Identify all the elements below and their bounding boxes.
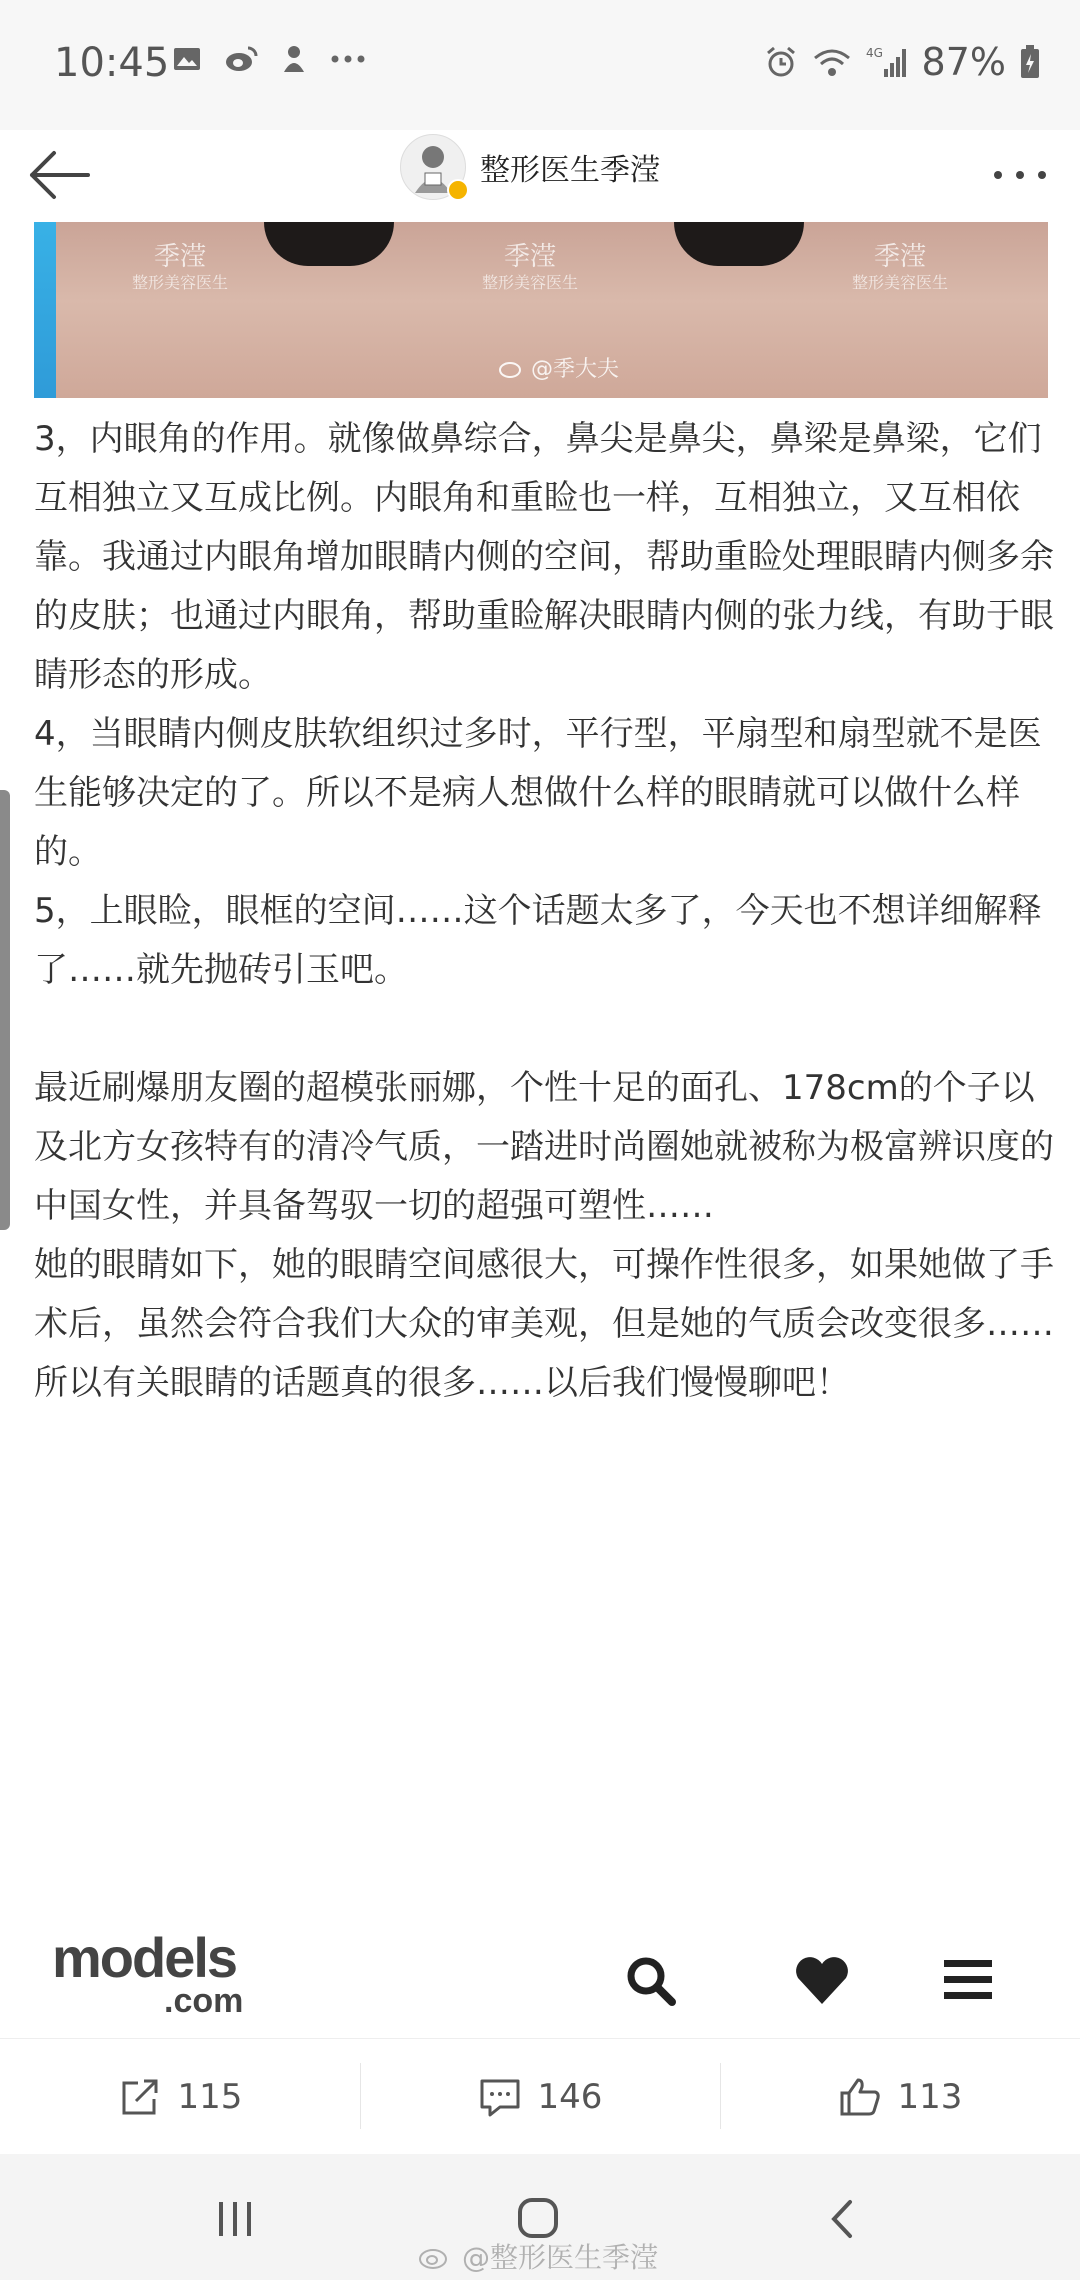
watermark-name: 季滢 (154, 242, 207, 272)
status-right (764, 40, 1040, 84)
image-blue-strip (34, 222, 56, 398)
image-eye-right (674, 222, 804, 266)
status-bar (0, 0, 1080, 130)
article-paragraph: 5，上眼睑，眼框的空间……这个话题太多了，今天也不想详细解释了……就先抛砖引玉吧。 (34, 891, 1042, 990)
article-paragraph: 所以有关眼睛的话题真的很多……以后我们慢慢聊吧！ (34, 1363, 850, 1403)
weibo-icon (224, 44, 258, 74)
post-image[interactable] (34, 222, 1048, 398)
comment-icon (478, 2077, 522, 2117)
menu-icon[interactable] (938, 1950, 998, 2010)
battery-charging-icon (1020, 45, 1040, 79)
system-nav-bar (0, 2154, 1080, 2280)
thumbs-up-icon (838, 2077, 882, 2117)
status-left-icons (172, 44, 366, 74)
verified-badge (447, 179, 469, 201)
image-credit-text: @季大夫 (531, 357, 620, 382)
models-logo[interactable] (52, 1926, 272, 2030)
comment-button[interactable] (360, 2039, 720, 2154)
article-paragraph: 4，当眼睛内侧皮肤软组织过多时，平行型，平扇型和扇型就不是医生能够决定的了。所以不是病人想做什么样的眼睛就可以做什么样的。 (34, 714, 1042, 872)
recent-apps-icon[interactable] (205, 2194, 265, 2244)
share-button[interactable] (0, 2039, 360, 2154)
page-watermark-text: @整形医生季滢 (462, 2241, 659, 2274)
models-logo-sub: .com (164, 1982, 244, 2020)
models-logo-main: models (52, 1926, 237, 1989)
heart-icon[interactable] (792, 1950, 852, 2010)
image-icon (172, 44, 202, 74)
weibo-icon (499, 357, 525, 379)
signal-4g-icon (866, 45, 908, 79)
like-count: 113 (897, 2076, 963, 2117)
page-watermark (418, 2236, 658, 2276)
more-horizontal-icon (990, 150, 1050, 200)
action-bar (0, 2038, 1080, 2154)
alarm-icon (764, 45, 798, 79)
more-dots-icon (330, 54, 366, 64)
back-button[interactable] (22, 138, 96, 212)
share-icon (118, 2077, 162, 2117)
share-count: 115 (177, 2076, 243, 2117)
watermark-name: 季滢 (504, 242, 557, 272)
article-body (34, 410, 1054, 1413)
back-nav-icon[interactable] (812, 2194, 872, 2244)
status-time: 10:45 (54, 40, 170, 86)
svg-text:4G: 4G (865, 46, 883, 60)
avatar[interactable] (400, 134, 466, 200)
article-paragraph: 她的眼睛如下，她的眼睛空间感很大，可操作性很多，如果她做了手术后，虽然会符合我们大众的审美观，但是她的气质会改变很多…… (34, 1245, 1054, 1344)
app-header (0, 130, 1080, 222)
weibo-icon (418, 2241, 454, 2271)
image-credit (499, 352, 619, 383)
paragraph-gap (34, 1000, 1054, 1059)
comment-count: 146 (537, 2076, 603, 2117)
watermark-sub: 整形美容医生 (482, 273, 579, 292)
header-profile[interactable] (400, 134, 660, 200)
article-paragraph: 最近刷爆朋友圈的超模张丽娜，个性十足的面孔、178cm的个子以及北方女孩特有的清冷气质，一踏进时尚圈她就被称为极富辨识度的中国女性，并具备驾驭一切的超强可塑性…… (34, 1068, 1054, 1226)
header-title: 整形医生季滢 (480, 153, 660, 188)
search-icon[interactable] (620, 1950, 680, 2010)
watermark-name: 季滢 (874, 242, 927, 272)
back-arrow-icon (22, 138, 96, 212)
image-eye-left (264, 222, 394, 266)
watermark-sub: 整形美容医生 (132, 273, 229, 292)
wifi-icon (812, 46, 852, 78)
like-button[interactable] (720, 2039, 1080, 2154)
more-options-button[interactable] (990, 150, 1050, 200)
article-paragraph: 3，内眼角的作用。就像做鼻综合，鼻尖是鼻尖，鼻梁是鼻梁，它们互相独立又互成比例。内眼角和重睑也一样，互相独立，又互相依靠。我通过内眼角增加眼睛内侧的空间，帮助重睑处理眼睛内侧多余的皮肤；也通过内眼角，帮助重睑解决眼睛内侧的张力线，有助于眼睛形态的形成。 (34, 419, 1054, 695)
watermark-sub: 整形美容医生 (852, 273, 949, 292)
baby-icon (280, 44, 308, 74)
battery-percent: 87% (921, 40, 1006, 84)
ad-bar (0, 1920, 1080, 2038)
scroll-indicator[interactable] (0, 790, 10, 1230)
